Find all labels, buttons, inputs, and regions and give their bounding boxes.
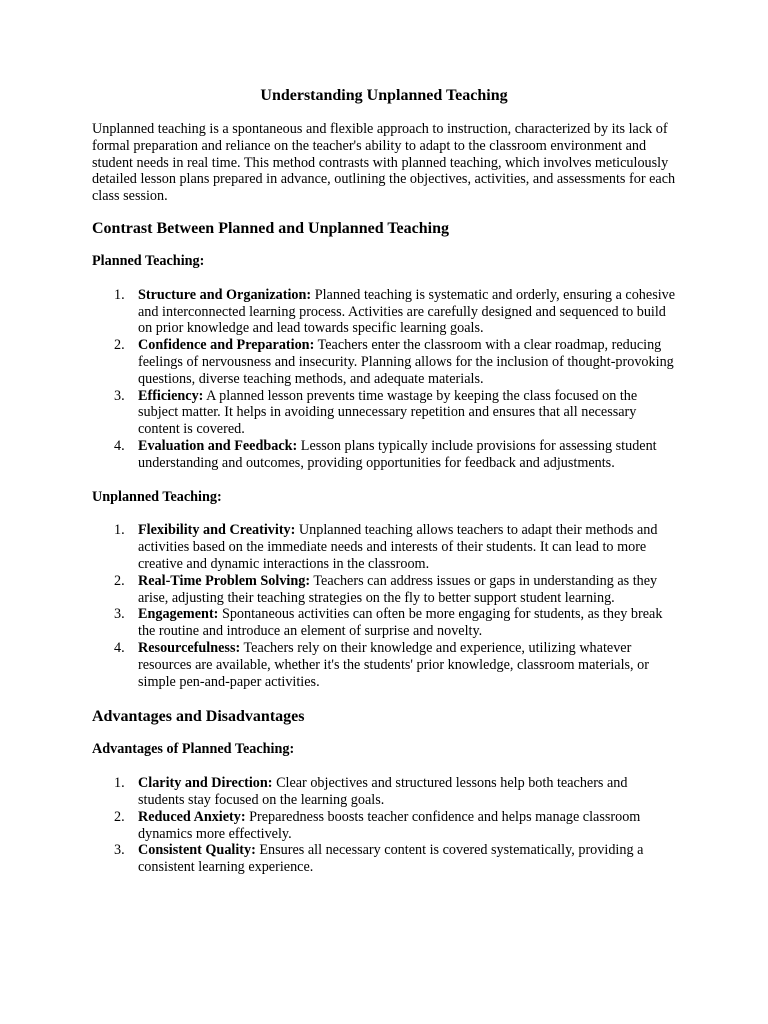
list-item-text: Teachers enter the classroom with a clear roadmap, reducing feelings of nervousness and insecurity. Planning allows for the inclusion of thought-provoking questions, diverse teaching methods, and adequate materials. — [138, 337, 674, 387]
list-number: 4. — [114, 639, 125, 656]
list-number: 3. — [114, 842, 125, 859]
list-number: 1. — [114, 522, 125, 539]
list-item — [92, 606, 676, 640]
list-item — [92, 438, 676, 472]
list-item-text: Lesson plans typically include provisions for assessing student understanding and outcomes, providing opportunities for feedback and adjustments. — [138, 437, 657, 471]
list-item-term: Consistent Quality: — [138, 842, 256, 859]
list-item — [92, 809, 676, 843]
list-number: 3. — [114, 606, 125, 623]
list-number: 2. — [114, 572, 125, 589]
list-item-text: A planned lesson prevents time wastage by keeping the class focused on the subject matter. It helps in avoiding unnecessary repetition and ensures that all necessary content is covered. — [138, 387, 638, 438]
list-number: 1. — [114, 775, 125, 792]
planned-advantages-list — [92, 775, 676, 876]
list-item — [92, 640, 676, 690]
planned-advantages-heading: Advantages of Planned Teaching: — [92, 741, 295, 758]
list-item-text: Teachers rely on their knowledge and experience, utilizing whatever resources are available, whether it's the students' prior knowledge, classroom materials, or simple pen-and-paper activities. — [138, 639, 649, 690]
list-item-text: Teachers can address issues or gaps in understanding as they arise, adjusting their teaching strategies on the fly to better support student learning. — [138, 572, 658, 606]
list-item-term: Structure and Organization: — [138, 286, 312, 303]
planned-teaching-list — [92, 287, 676, 472]
list-item — [92, 337, 676, 387]
list-item — [92, 775, 676, 809]
unplanned-teaching-heading: Unplanned Teaching: — [92, 488, 222, 505]
planned-teaching-heading: Planned Teaching: — [92, 252, 205, 269]
list-item-term: Engagement: — [138, 606, 219, 623]
list-item-term: Clarity and Direction: — [138, 775, 273, 792]
list-number: 4. — [114, 437, 125, 454]
list-number: 1. — [114, 286, 125, 303]
list-item — [92, 842, 676, 876]
list-item-text: Spontaneous activities can often be more engaging for students, as they break the routine and introduce an element of surprise and novelty. — [138, 606, 663, 640]
list-item — [92, 522, 676, 572]
list-item-term: Resourcefulness: — [138, 639, 241, 656]
unplanned-teaching-list — [92, 522, 676, 690]
list-item-term: Reduced Anxiety: — [138, 808, 246, 825]
list-item-text: Preparedness boosts teacher confidence and helps manage classroom dynamics more effectively. — [138, 808, 641, 842]
list-item-term: Flexibility and Creativity: — [138, 522, 296, 539]
list-item-text: Unplanned teaching allows teachers to adapt their methods and activities based on the immediate needs and interests of their students. It can lead to more creative and dynamic interactions in the classroom. — [138, 522, 658, 572]
list-item-term: Real-Time Problem Solving: — [138, 572, 311, 589]
list-item-text: Clear objectives and structured lessons help both teachers and students stay focused on the learning goals. — [138, 775, 628, 808]
list-item — [92, 287, 676, 337]
document-title: Understanding Unplanned Teaching — [260, 87, 508, 104]
list-item — [92, 388, 676, 438]
list-item-term: Evaluation and Feedback: — [138, 437, 298, 454]
contrast-section-heading: Contrast Between Planned and Unplanned Teaching — [92, 219, 449, 237]
list-item — [92, 573, 676, 607]
list-item-term: Efficiency: — [138, 387, 204, 404]
list-item-text: Ensures all necessary content is covered systematically, providing a consistent learning experience. — [138, 842, 644, 876]
intro-paragraph: Unplanned teaching is a spontaneous and flexible approach to instruction, characterized by its lack of formal preparation and reliance on the teacher's ability to adapt to the classroom environment and student needs in real time. This method contrasts with planned teaching, which involves meticulously detailed lesson plans prepared in advance, outlining the objectives, activities, and assessments for each class session. — [92, 121, 676, 205]
advantages-section-heading: Advantages and Disadvantages — [92, 708, 305, 726]
list-item-term: Confidence and Preparation: — [138, 337, 315, 354]
list-item-text: Planned teaching is systematic and orderly, ensuring a cohesive and interconnected learning process. Activities are carefully designed and sequenced to build on prior knowledge and lead towards specific learning goals. — [138, 286, 676, 337]
list-number: 2. — [114, 337, 125, 354]
list-number: 3. — [114, 387, 125, 404]
list-number: 2. — [114, 808, 125, 825]
